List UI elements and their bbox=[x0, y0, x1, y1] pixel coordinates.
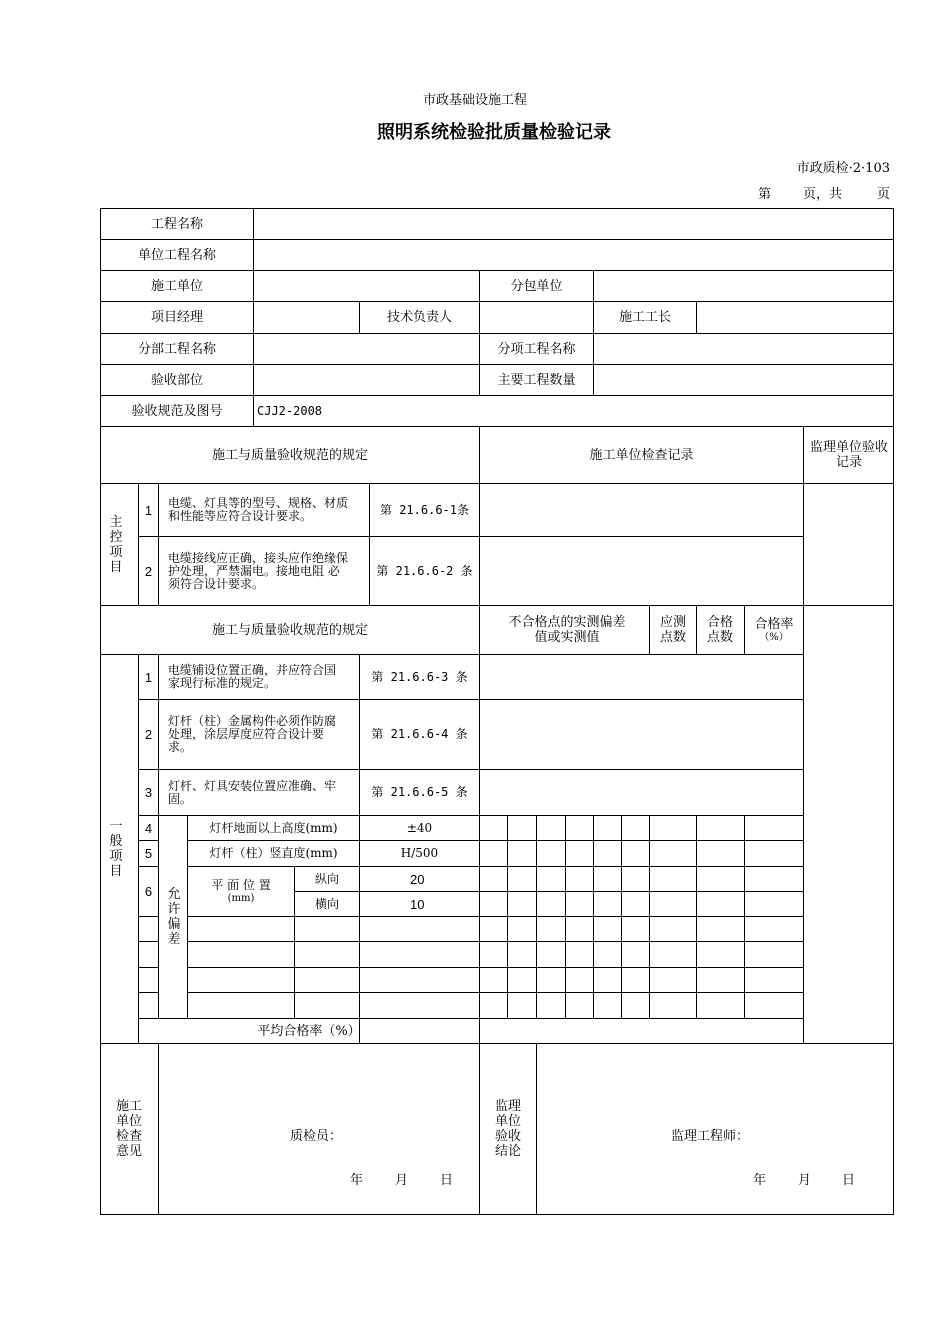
main-spec-header: 施工与质量验收规范的规定 bbox=[211, 447, 368, 463]
supervisor-year: 年 bbox=[753, 1173, 767, 1188]
supervisor-record-header: 监理单位验收记录 bbox=[810, 440, 889, 470]
main-item-no: 2 bbox=[144, 563, 153, 579]
transverse-value: 10 bbox=[410, 896, 425, 912]
main-quantity-label: 主要工程数量 bbox=[497, 372, 576, 388]
subitem-name-label: 分项工程名称 bbox=[497, 341, 576, 357]
main-control-side-label: 主控项目 bbox=[109, 514, 123, 575]
category-title: 市政基础设施工程 bbox=[422, 93, 527, 108]
deviation-value: H/500 bbox=[400, 846, 439, 860]
main-item-clause: 第 21.6.6-1条 bbox=[379, 502, 470, 517]
pass-points-header: 合格点数 bbox=[706, 615, 733, 645]
plane-position-name: 平 面 位 置 bbox=[211, 878, 271, 892]
general-item-no: 3 bbox=[144, 785, 153, 800]
general-item-no: 1 bbox=[144, 669, 153, 685]
standard-value: CJJ2-2008 bbox=[257, 403, 323, 418]
general-item-text: 电缆铺设位置正确，并应符合国家现行标准的规定。 bbox=[168, 663, 337, 690]
division-name-label: 分部工程名称 bbox=[137, 341, 216, 357]
deviation-no: 6 bbox=[144, 883, 153, 899]
transverse-label: 横向 bbox=[314, 896, 339, 911]
allow-deviation-label: 允许偏差 bbox=[167, 887, 181, 947]
construction-day: 日 bbox=[440, 1173, 454, 1188]
page-label-ye-gong: 页，共 bbox=[803, 187, 843, 202]
general-item-no: 2 bbox=[144, 727, 153, 742]
deviation-no: 5 bbox=[144, 846, 153, 861]
general-item-clause: 第 21.6.6-5 条 bbox=[371, 785, 468, 799]
supervisor-month: 月 bbox=[798, 1173, 812, 1188]
construction-opinion-label: 施工单位检查意见 bbox=[115, 1099, 142, 1159]
deviation-no: 4 bbox=[144, 820, 153, 836]
foreman-label: 施工工长 bbox=[618, 310, 671, 325]
project-manager-label: 项目经理 bbox=[150, 310, 203, 325]
supervisor-conclusion-label: 监理单位验收结论 bbox=[494, 1099, 521, 1159]
deviation-header: 不合格点的实测偏差值或实测值 bbox=[508, 615, 626, 645]
rate-header-label: 合格率 bbox=[754, 616, 794, 632]
longitudinal-value: 20 bbox=[410, 871, 425, 887]
plane-position-unit: (mm) bbox=[227, 893, 255, 904]
general-item-text: 灯杆（柱）金属构件必须作防腐处理，涂层厚度应符合设计要求。 bbox=[168, 714, 337, 754]
acceptance-part-label: 验收部位 bbox=[150, 372, 203, 388]
general-item-text: 灯杆、灯具安装位置应准确、牢固。 bbox=[168, 778, 337, 806]
main-item-clause: 第 21.6.6-2 条 bbox=[376, 563, 473, 578]
deviation-name: 灯杆（柱）竖直度(mm) bbox=[209, 846, 338, 860]
construction-year: 年 bbox=[350, 1173, 364, 1188]
page-title: 照明系统检验批质量检验记录 bbox=[377, 122, 611, 143]
construction-unit-label: 施工单位 bbox=[150, 278, 203, 294]
general-spec-header: 施工与质量验收规范的规定 bbox=[211, 622, 368, 638]
engineer-label: 监理工程师： bbox=[671, 1129, 750, 1144]
plane-position-label bbox=[188, 872, 294, 912]
points-header: 应测点数 bbox=[659, 615, 686, 645]
main-item-no: 1 bbox=[144, 502, 153, 518]
main-item-text: 电缆、灯具等的型号、规格、材质和性能等应符合设计要求。 bbox=[168, 496, 349, 523]
deviation-name: 灯杆地面以上高度(mm) bbox=[209, 820, 338, 835]
general-item-clause: 第 21.6.6-4 条 bbox=[371, 727, 468, 741]
main-item-text: 电缆接线应正确，接头应作绝缘保护处理，严禁漏电。接地电阻 必须符合设计要求。 bbox=[168, 550, 349, 591]
main-check-header: 施工单位检查记录 bbox=[589, 447, 694, 463]
tech-lead-label: 技术负责人 bbox=[386, 310, 452, 325]
subcontract-unit-label: 分包单位 bbox=[510, 278, 563, 294]
general-item-clause: 第 21.6.6-3 条 bbox=[371, 669, 468, 684]
unit-project-name-label: 单位工程名称 bbox=[137, 247, 216, 263]
general-side-label: 一般项目 bbox=[109, 819, 123, 879]
deviation-value: ±40 bbox=[406, 820, 433, 835]
rate-header-unit: （%） bbox=[759, 631, 789, 643]
inspector-label: 质检员： bbox=[290, 1129, 343, 1144]
standard-label: 验收规范及图号 bbox=[131, 403, 223, 419]
page-label-ye: 页 bbox=[877, 187, 891, 202]
project-name-label: 工程名称 bbox=[150, 216, 203, 232]
supervisor-day: 日 bbox=[842, 1173, 856, 1188]
rate-header bbox=[745, 606, 803, 654]
longitudinal-label: 纵向 bbox=[314, 871, 339, 886]
construction-month: 月 bbox=[395, 1173, 409, 1188]
form-code: 市政质检·2·103 bbox=[796, 161, 890, 176]
page-label-di: 第 bbox=[758, 187, 772, 202]
avg-rate-label: 平均合格率（%） bbox=[257, 1023, 361, 1039]
